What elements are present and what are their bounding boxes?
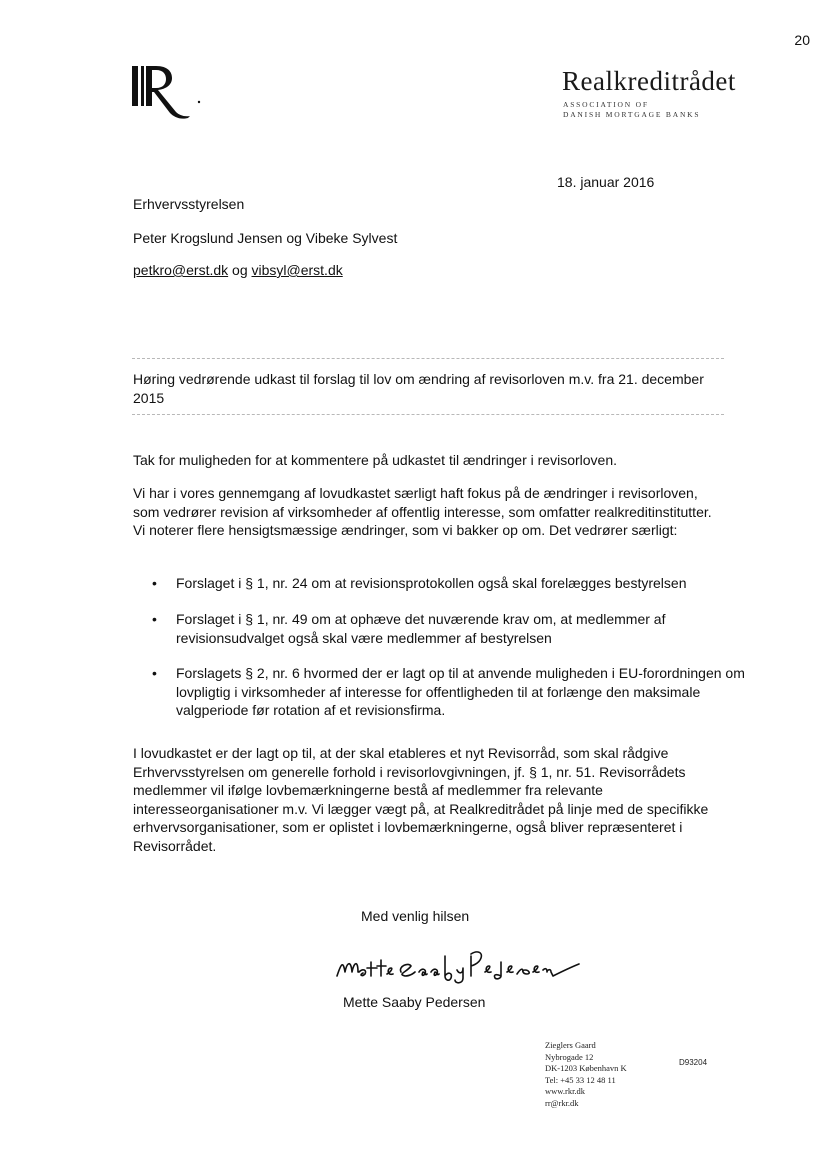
address-line: rr@rkr.dk [545,1097,579,1108]
page-number: 20 [794,32,810,48]
recipient-emails [133,262,343,278]
paragraph-intro: Tak for muligheden for at kommentere på udkastet til ændringer i revisorloven. [133,452,618,468]
document-reference: D93204 [679,1058,708,1067]
email-link-2[interactable]: vibsyl@erst.dk [251,262,343,278]
address-line: Zieglers Gaard [545,1040,596,1050]
bullet-text-2: Forslaget i § 1, nr. 49 om at ophæve det nuværende krav om, at medlemmer af revisionsudvalget også skal være medlemmer af bestyrelsen [176,611,666,646]
organization-subtitle [563,100,700,120]
bullet-icon: • [152,665,157,681]
letter-subject: Høring vedrørende udkast til forslag til lov om ændring af revisorloven m.v. fra 21. december 2015 [133,371,704,406]
email-link-1[interactable]: petkro@erst.dk [133,262,229,278]
bullet-text-3: Forslagets § 2, nr. 6 hvormed der er lagt op til at anvende muligheden i EU-forordningen om lovpligtig i virksomheder af interesse for offentligheden til at forlænge den maksimale valgperiode før rotation af et revisionsfirma. [176,665,745,718]
subject-top-divider [132,358,724,359]
organization-subtitle-line-1: ASSOCIATION OF [563,100,649,109]
email-joiner: og [232,262,248,278]
letter-date: 18. januar 2016 [557,174,655,190]
bullet-item-2 [152,610,746,647]
signer-name: Mette Saaby Pedersen [343,994,486,1010]
bullet-text-1: Forslaget i § 1, nr. 24 om at revisionsprotokollen også skal forelægges bestyrelsen [176,575,687,591]
address-line: Tel: +45 33 12 48 11 [545,1074,616,1085]
realkreditraadet-logo-icon [130,62,210,122]
organization-name: Realkreditrådet [562,66,736,96]
paragraph-revisorraad: I lovudkastet er der lagt op til, at der skal etableres et nyt Revisorråd, som skal rådgive Erhvervsstyrelsen om generelle forhold i revisorlovgivningen, jf. § 1, nr. 51. Revisorrådets medlemmer vil ifølge lovbemærkningerne bestå af medlemmer fra relevante interesseorganisationer m.v. Vi lægger vægt på, at Realkreditrådet på linje med de specifikke erhvervsorganisationer, som er oplistet i lovbemærkningerne, også bliver repræsenteret i Revisorrådet. [133,745,709,854]
recipient-organization: Erhvervsstyrelsen [133,196,245,212]
paragraph-focus: Vi har i vores gennemgang af lovudkastet særligt haft fokus på de ændringer i revisorloven, som vedrører revision af virksomheder af offentlig interesse, som omfatter realkreditinstitutter. Vi noterer flere hensigtsmæssige ændringer, som vi bakker op om. Det vedrører særligt: [133,485,712,538]
footer-address [545,1040,627,1110]
address-line: Nybrogade 12 [545,1051,594,1062]
bullet-item-3 [152,664,746,720]
address-line: www.rkr.dk [545,1086,586,1097]
closing-greeting: Med venlig hilsen [361,908,470,924]
address-line: DK-1203 København K [545,1063,627,1074]
recipient-persons: Peter Krogslund Jensen og Vibeke Sylvest [133,230,398,246]
bullet-item-1 [152,574,746,593]
organization-subtitle-line-2: DANISH MORTGAGE BANKS [563,110,701,119]
subject-bottom-divider [132,414,724,415]
handwritten-signature [335,942,585,990]
bullet-icon: • [152,575,157,591]
bullet-icon: • [152,611,157,627]
